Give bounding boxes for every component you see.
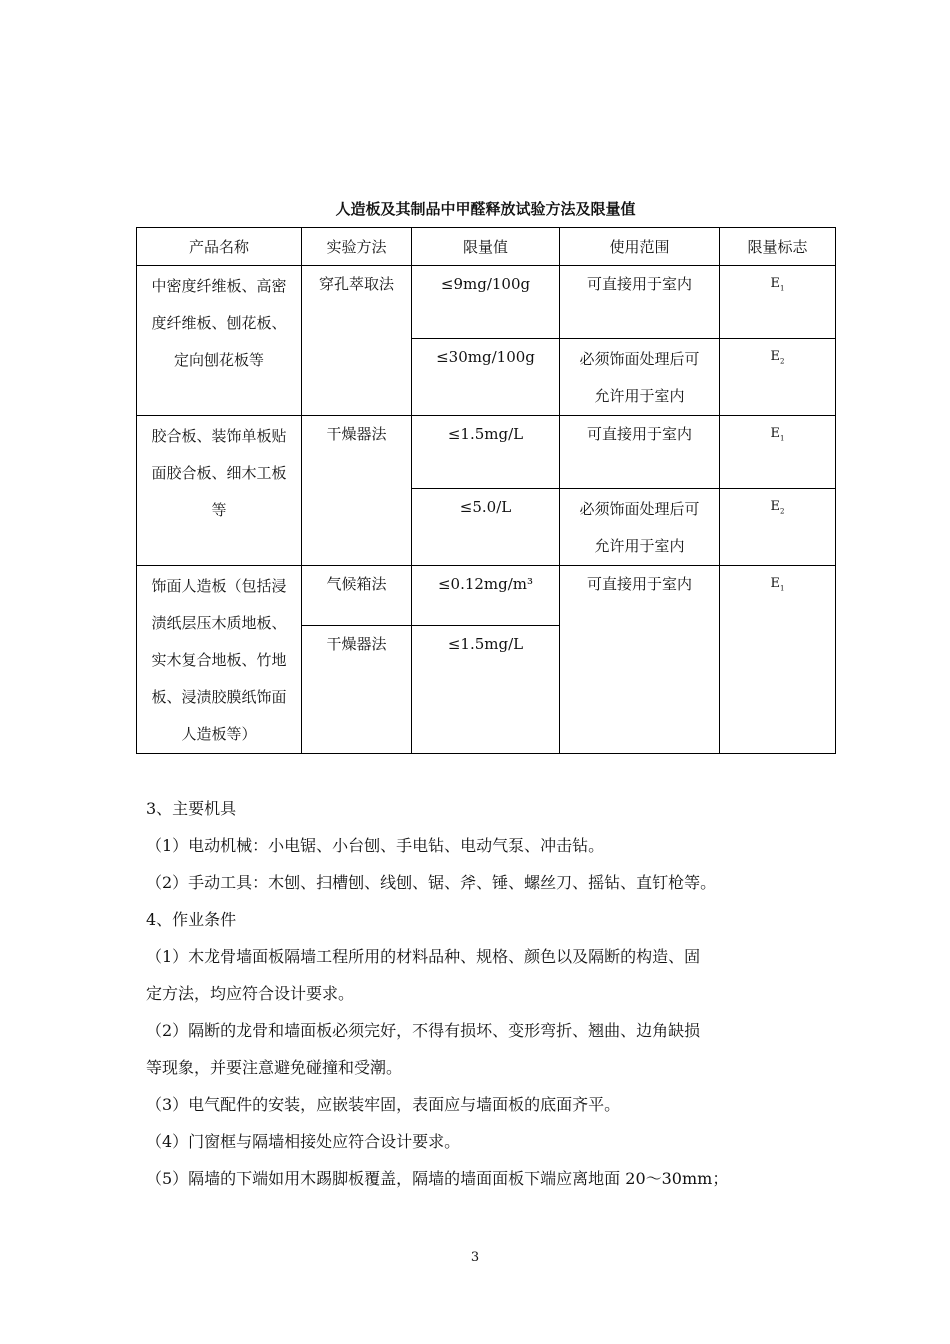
method-cell: [302, 566, 412, 626]
method-cell: [302, 625, 412, 753]
product-line: 人造板等）: [181, 725, 257, 743]
limit-text: ≤30mg/100g: [436, 348, 535, 366]
paragraph-line: （5）隔墙的下端如用木踢脚板覆盖，隔墙的墙面面板下端应离地面 20～30mm；: [146, 1169, 729, 1188]
scope-text: 可直接用于室内: [586, 425, 692, 443]
mark-text: [720, 416, 835, 455]
header-scope: 使用范围: [560, 228, 720, 266]
paragraph-line: （1）木龙骨墙面板隔墙工程所用的材料品种、规格、颜色以及隔断的构造、固: [146, 947, 701, 966]
mark-cell: [720, 566, 836, 754]
header-limit: 限量值: [412, 228, 560, 266]
scope-text: 可直接用于室内: [586, 275, 692, 293]
header-product: 产品名称: [137, 228, 302, 266]
method-text: 干燥器法: [326, 634, 387, 653]
product-cell: [137, 266, 302, 416]
mark-letter: E: [770, 276, 781, 291]
limit-text: ≤9mg/100g: [440, 275, 531, 293]
method-cell: [302, 266, 412, 416]
mark-text: [720, 266, 835, 305]
scope-line: 必须饰面处理后可: [579, 500, 700, 518]
table-header-row: [137, 228, 836, 266]
mark-cell: [720, 266, 836, 339]
mark-subscript: 2: [780, 507, 785, 516]
mark-letter: E: [770, 349, 781, 364]
paragraph-line: （3）电气配件的安装，应嵌装牢固，表面应与墙面板的底面齐平。: [146, 1095, 621, 1114]
table-row: [137, 416, 836, 489]
scope-line: 允许用于室内: [594, 537, 685, 555]
scope-cell: [560, 489, 720, 566]
product-line: 板、浸渍胶膜纸饰面: [151, 688, 287, 706]
paragraph-line: （2）隔断的龙骨和墙面板必须完好，不得有损坏、变形弯折、翘曲、边角缺损: [146, 1021, 701, 1040]
product-line: 渍纸层压木质地板、: [151, 614, 287, 632]
mark-subscript: 2: [780, 357, 785, 366]
paragraph-line: 定方法，均应符合设计要求。: [146, 984, 355, 1003]
method-text: 气候箱法: [326, 575, 387, 593]
formaldehyde-limit-table: [136, 227, 836, 754]
section-heading: 3、主要机具: [146, 799, 237, 818]
limit-cell: [412, 566, 560, 626]
paragraph-line: （2）手动工具：木刨、扫槽刨、线刨、锯、斧、锤、螺丝刀、摇钻、直钉枪等。: [146, 873, 717, 892]
product-line: 饰面人造板（包括浸: [151, 577, 287, 595]
mark-cell: [720, 416, 836, 489]
limit-cell: [412, 489, 560, 566]
mark-cell: [720, 339, 836, 416]
product-line: 度纤维板、刨花板、: [151, 314, 287, 332]
product-line: 实木复合地板、竹地: [151, 651, 287, 669]
limit-cell: [412, 625, 560, 753]
section-heading: 4、作业条件: [146, 910, 237, 929]
product-line: 面胶合板、细木工板: [151, 464, 287, 482]
product-line: 胶合板、装饰单板贴: [151, 427, 287, 445]
paragraph-line: 等现象，并要注意避免碰撞和受潮。: [146, 1058, 403, 1077]
limit-cell: [412, 339, 560, 416]
method-text: 穿孔萃取法: [318, 275, 394, 293]
paragraph-line: （4）门窗框与隔墙相接处应符合设计要求。: [146, 1132, 461, 1151]
mark-subscript: 1: [780, 584, 785, 593]
product-line: 等: [211, 501, 227, 519]
mark-subscript: 1: [780, 284, 785, 293]
limit-text: ≤1.5mg/L: [447, 425, 524, 443]
product-line: 定向刨花板等: [173, 351, 264, 369]
paragraph-line: （1）电动机械：小电锯、小台刨、手电钻、电动气泵、冲击钻。: [146, 836, 605, 855]
scope-line: 允许用于室内: [594, 387, 685, 405]
mark-letter: E: [770, 426, 781, 441]
header-mark: 限量标志: [720, 228, 836, 266]
mark-text: [720, 566, 835, 605]
mark-text: [720, 339, 835, 378]
method-text: 干燥器法: [326, 425, 387, 443]
scope-cell: [560, 416, 720, 489]
scope-cell: [560, 266, 720, 339]
limit-cell: [412, 416, 560, 489]
mark-letter: E: [770, 576, 781, 591]
table-row: [137, 266, 836, 339]
scope-text: 可直接用于室内: [586, 575, 692, 593]
product-cell: [137, 566, 302, 754]
mark-cell: [720, 489, 836, 566]
header-method: 实验方法: [302, 228, 412, 266]
product-cell: [137, 416, 302, 566]
product-line: 中密度纤维板、高密: [151, 277, 287, 295]
scope-cell: [560, 339, 720, 416]
limit-text: ≤5.0/L: [459, 498, 512, 516]
mark-letter: E: [770, 499, 781, 514]
scope-line: 必须饰面处理后可: [579, 350, 700, 368]
scope-cell: [560, 566, 720, 754]
limit-text: ≤0.12mg/m³: [437, 575, 534, 593]
body-text: [146, 790, 816, 1197]
page-number: 3: [470, 1250, 480, 1265]
mark-subscript: 1: [780, 434, 785, 443]
table-caption: 人造板及其制品中甲醛释放试验方法及限量值: [335, 200, 636, 218]
limit-cell: [412, 266, 560, 339]
table-row: [137, 566, 836, 626]
mark-text: [720, 489, 835, 528]
method-cell: [302, 416, 412, 566]
limit-text: ≤1.5mg/L: [447, 634, 524, 653]
